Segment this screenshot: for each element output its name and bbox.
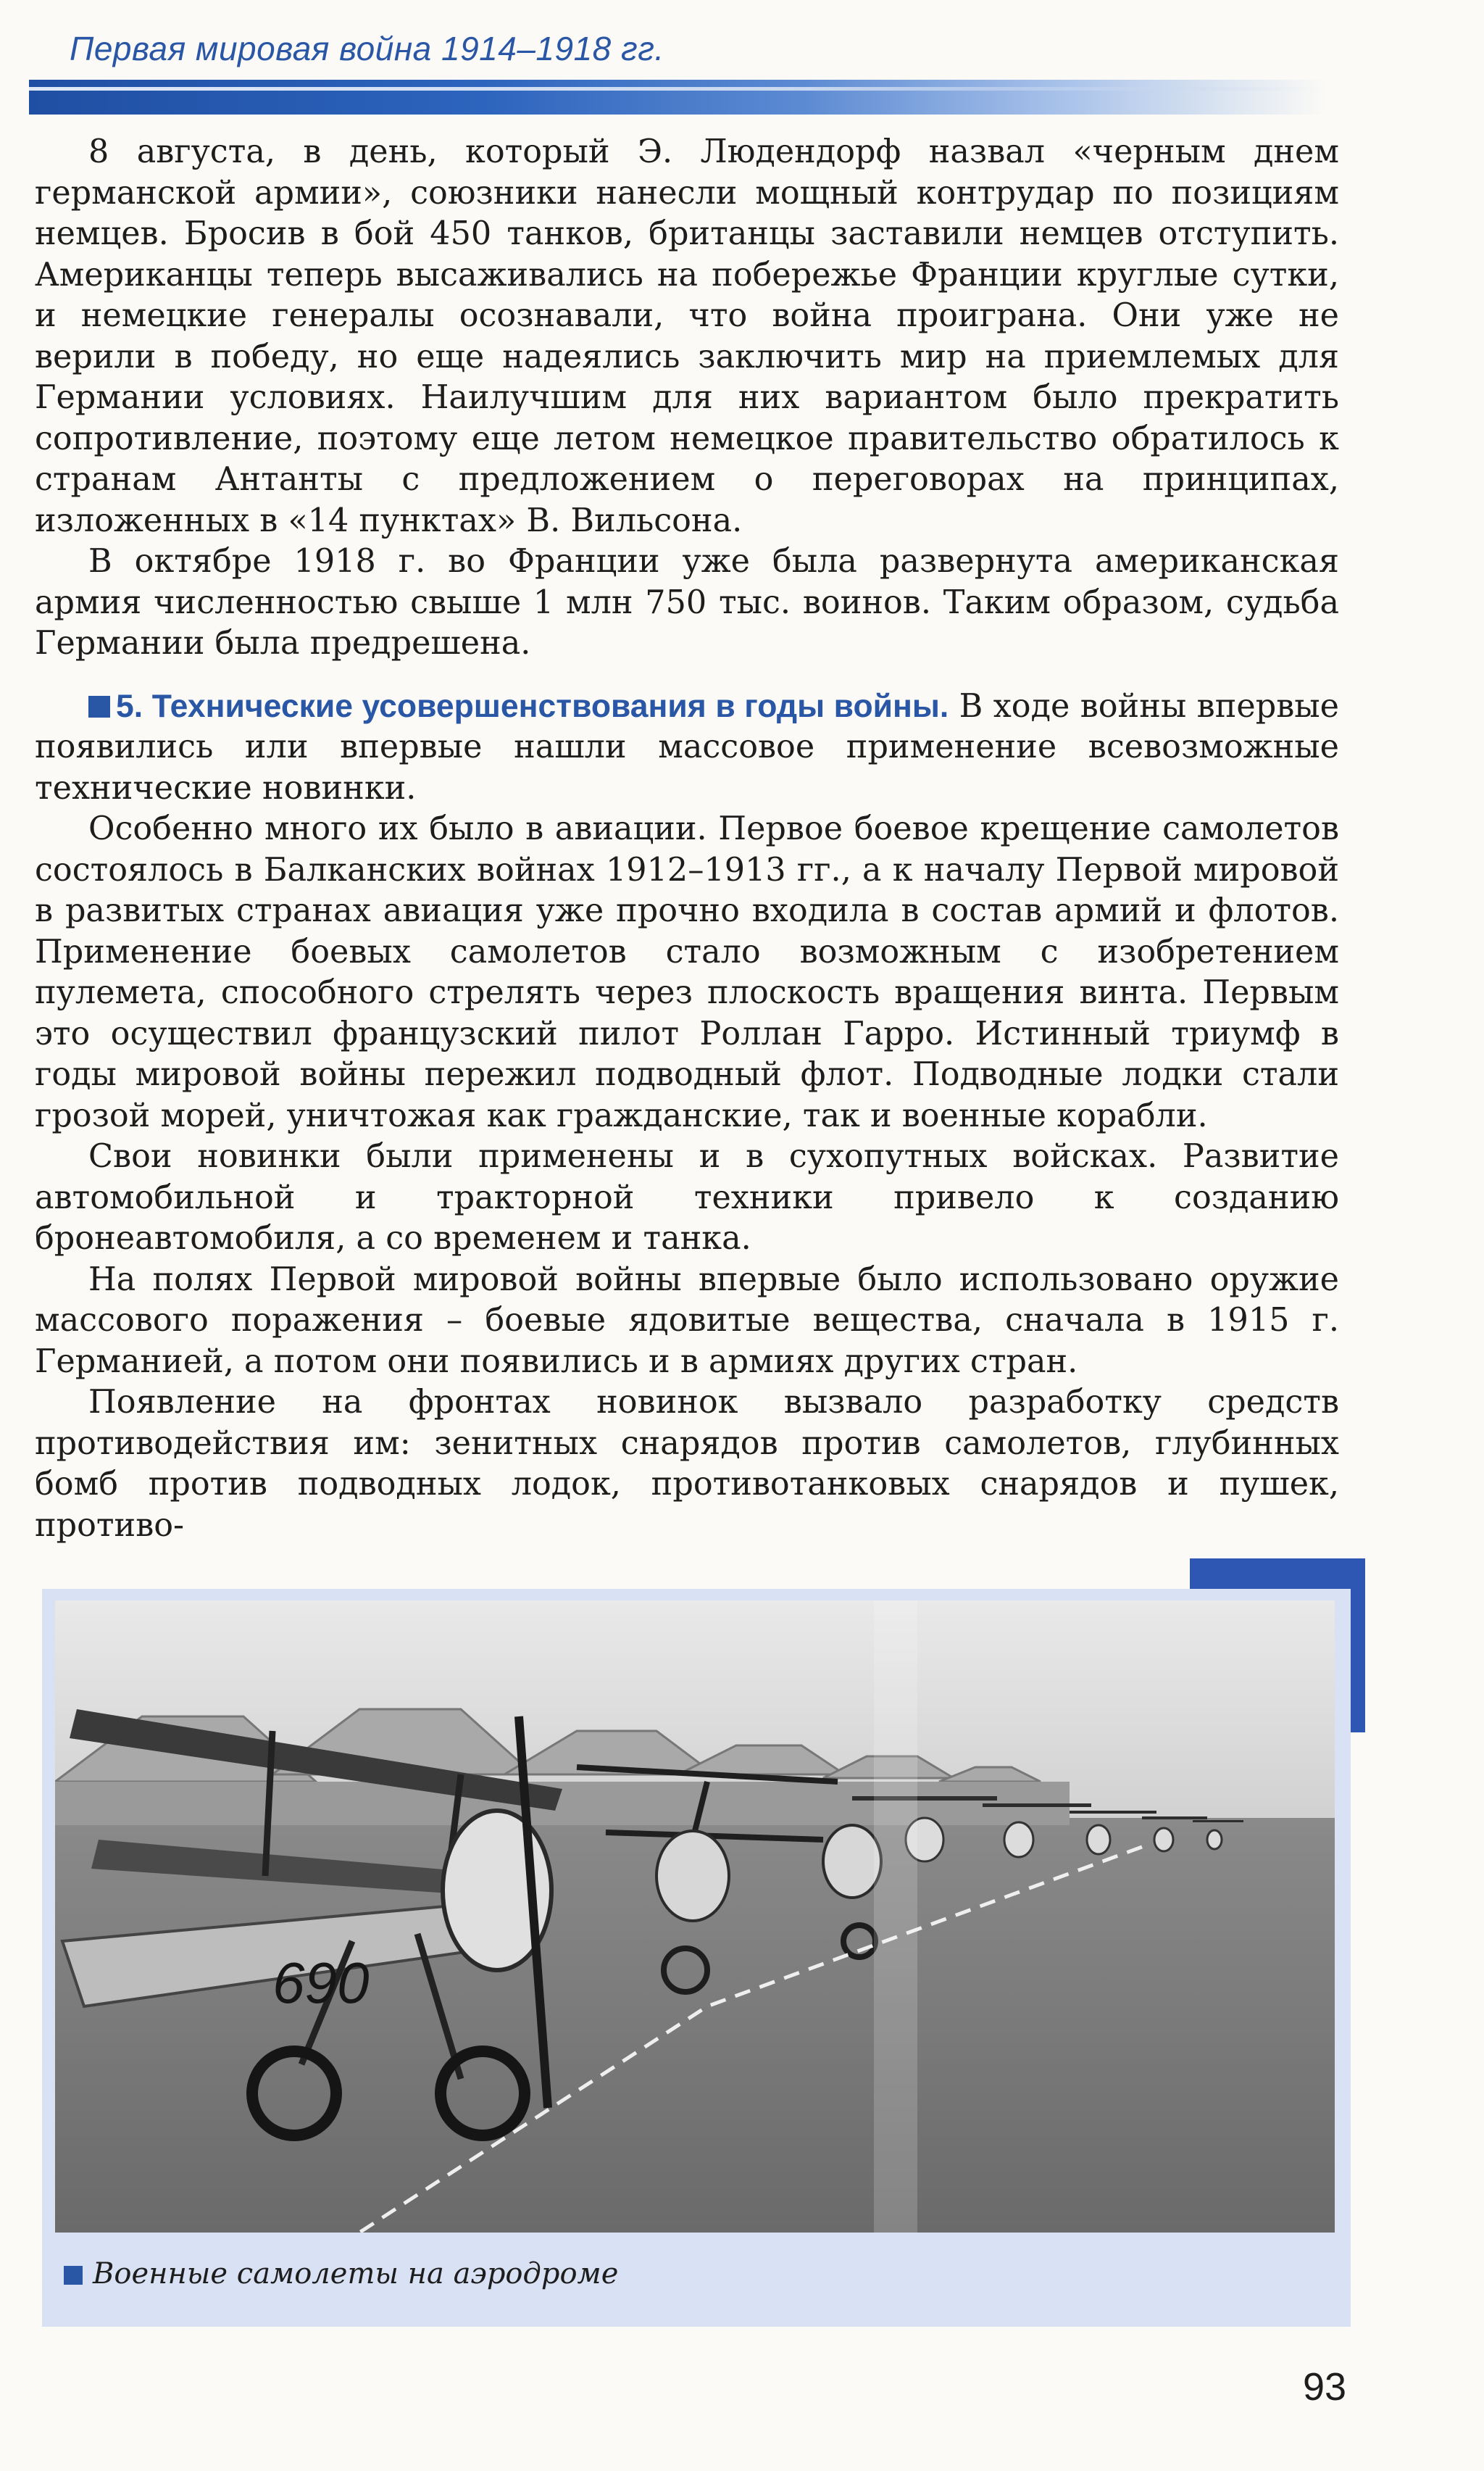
paragraph: Свои новинки были применены и в сухопутных войсках. Развитие автомобильной и тракторной техники привело к созданию бронеавтомобиля, а со временем и танка. [35, 1138, 1339, 1257]
section-paragraph [35, 686, 1339, 810]
paragraph: В октябре 1918 г. во Франции уже была развернута американская армия численностью свыше 1 млн 750 тыс. воинов. Таким образом, судьба Германии была предрешена. [35, 543, 1339, 662]
running-title: Первая мировая война 1914–1918 гг. [70, 30, 664, 67]
airfield-photo [55, 1600, 1335, 2233]
caption-square-icon [64, 2266, 83, 2285]
paragraph: Особенно много их было в авиации. Первое боевое крещение самолетов состоялось в Балканских войнах 1912–1913 гг., а к началу Первой мировой в развитых странах авиация уже прочно входила в состав армий и флотов. Применение боевых самолетов стало возможным с изобретением пулемета, способного стрелять через плоскость вращения винта. Первым это осуществил французский пилот Роллан Гарро. Истинный триумф в годы мировой войны пережил подводный флот. Подводные лодки стали грозой морей, уничтожая как гражданские, так и военные корабли. [35, 810, 1339, 1134]
section-square-icon [88, 696, 110, 718]
body-text [35, 132, 1339, 1546]
plane-marking: 690 [272, 1951, 370, 2015]
paragraph: 8 августа, в день, который Э. Людендорф назвал «черным днем германской армии», союзники нанесли мощный контрудар по позициям немцев. Бросив в бой 450 танков, британцы заставили немцев отступить. Американцы теперь высаживались на побережье Франции круглые сутки, и немецкие генералы осознавали, что война проиграна. Они уже не верили в победу, но еще надеялись заключить мир на приемлемых для Германии условиях. Наилучшим для них вариантом было прекратить сопротивление, поэтому еще летом немецкое правительство обратилось к странам Антанты с предложением о переговорах на принципах, изложенных в «14 пунктах» В. Вильсона. [35, 133, 1339, 539]
section-lead: В ходе войны впервые появились или впервые нашли массовое применение всевозможные технические новинки. [35, 687, 1339, 807]
paragraph: Появление на фронтах новинок вызвало разработку средств противодействия им: зенитных снарядов против самолетов, глубинных бомб против подводных лодок, противотанковых снарядов и пушек, противо- [35, 1384, 1339, 1544]
section-heading: 5. Технические усовершенствования в годы войны. [88, 689, 949, 724]
paragraph: На полях Первой мировой войны впервые было использовано оружие массового поражения – боевые ядовитые вещества, сначала в 1915 г. Германией, а потом они появились и в армиях других стран. [35, 1261, 1339, 1380]
page-number: 93 [1303, 2365, 1347, 2409]
figure [42, 1589, 1351, 2327]
figure-caption: Военные самолеты на аэродроме [64, 2257, 618, 2291]
header-rule [29, 80, 1326, 115]
